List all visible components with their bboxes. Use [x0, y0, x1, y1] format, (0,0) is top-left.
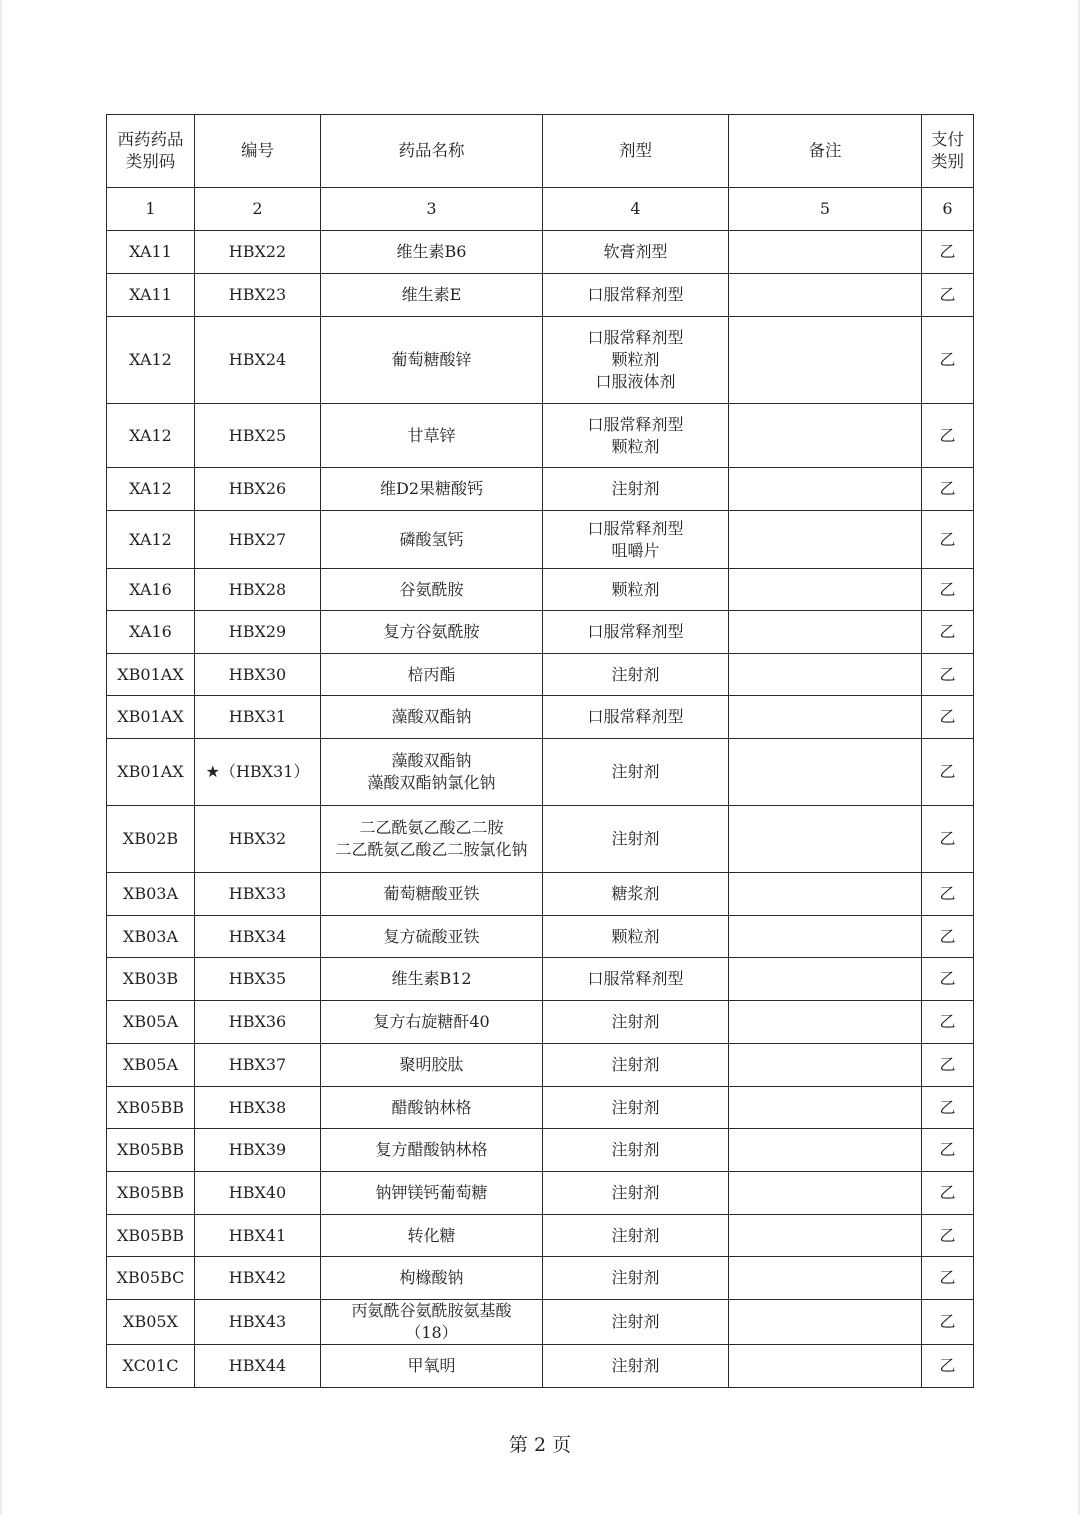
- cell-name-line: 聚明胶肽: [399, 1055, 464, 1074]
- cell-name-line: 复方右旋糖酐40: [373, 1012, 490, 1031]
- cell-form-line: 口服常释剂型: [587, 414, 684, 434]
- cell-form-line: 注射剂: [611, 1183, 660, 1202]
- cell-remark: [729, 916, 922, 958]
- cell-category-code: XA12: [107, 468, 195, 511]
- cell-name: [321, 1345, 543, 1388]
- drug-list-table: [106, 114, 974, 1388]
- cell-category-code: XB05A: [107, 1044, 195, 1087]
- header-category-code-text: 西药药品 类别码: [117, 130, 184, 171]
- cell-payment: 乙: [922, 511, 974, 569]
- cell-code: HBX38: [195, 1087, 321, 1129]
- cell-name-line: 藻酸双酯钠: [391, 707, 472, 726]
- table-row: [107, 806, 974, 873]
- cell-form-line: 颗粒剂: [611, 436, 660, 456]
- cell-payment: 乙: [922, 468, 974, 511]
- cell-code: ★（HBX31）: [195, 739, 321, 806]
- cell-category-code: XB01AX: [107, 654, 195, 696]
- cell-payment: 乙: [922, 1345, 974, 1388]
- cell-form: [543, 958, 729, 1001]
- header-remark: 备注: [729, 115, 922, 188]
- cell-category-code: XA12: [107, 511, 195, 569]
- cell-form-line: 注射剂: [611, 479, 660, 498]
- table-row: [107, 317, 974, 404]
- cell-payment: 乙: [922, 317, 974, 404]
- cell-remark: [729, 611, 922, 654]
- cell-code: HBX31: [195, 696, 321, 739]
- header-payment: [922, 115, 974, 188]
- page-number: 第 2 页: [508, 1434, 572, 1456]
- cell-category-code: XB03A: [107, 873, 195, 916]
- cell-name-line: 磷酸氢钙: [399, 529, 464, 549]
- cell-code: HBX41: [195, 1215, 321, 1257]
- cell-remark: [729, 1215, 922, 1257]
- cell-category-code: XA16: [107, 611, 195, 654]
- cell-name-line: 维生素B12: [391, 969, 472, 988]
- cell-remark: [729, 806, 922, 873]
- column-number-row: [107, 188, 974, 231]
- col-number: 3: [321, 188, 543, 231]
- cell-remark: [729, 511, 922, 569]
- col-number: 5: [729, 188, 922, 231]
- cell-code: HBX37: [195, 1044, 321, 1087]
- cell-form-line: 注射剂: [611, 1097, 660, 1117]
- col-number: 1: [107, 188, 195, 231]
- cell-name: [321, 569, 543, 611]
- cell-category-code: XB05BB: [107, 1087, 195, 1129]
- cell-payment: 乙: [922, 916, 974, 958]
- cell-name-line: 谷氨酰胺: [399, 579, 464, 599]
- cell-code: HBX42: [195, 1257, 321, 1300]
- cell-name: [321, 274, 543, 317]
- cell-remark: [729, 1257, 922, 1300]
- cell-name: [321, 611, 543, 654]
- cell-payment: 乙: [922, 1257, 974, 1300]
- header-category-code: [107, 115, 195, 188]
- table-row: [107, 958, 974, 1001]
- cell-category-code: XB05BC: [107, 1257, 195, 1300]
- cell-category-code: XB01AX: [107, 696, 195, 739]
- cell-name-line: 二乙酰氨乙酸乙二胺氯化钠: [335, 840, 528, 859]
- cell-category-code: XA11: [107, 231, 195, 274]
- cell-payment: 乙: [922, 1300, 974, 1345]
- cell-form-line: 注射剂: [611, 1055, 660, 1074]
- cell-form: [543, 317, 729, 404]
- cell-name-line: 醋酸钠林格: [391, 1097, 472, 1117]
- cell-form: [543, 404, 729, 468]
- cell-remark: [729, 654, 922, 696]
- cell-code: HBX39: [195, 1129, 321, 1172]
- cell-category-code: XA12: [107, 317, 195, 404]
- cell-form-line: 口服常释剂型: [587, 328, 684, 347]
- cell-name-line: 维生素E: [401, 285, 462, 304]
- cell-category-code: XB02B: [107, 806, 195, 873]
- cell-code: HBX25: [195, 404, 321, 468]
- cell-form-line: 注射剂: [611, 1356, 660, 1375]
- cell-payment: 乙: [922, 806, 974, 873]
- cell-code: HBX28: [195, 569, 321, 611]
- cell-category-code: XB05BB: [107, 1129, 195, 1172]
- table-row: [107, 231, 974, 274]
- cell-payment: 乙: [922, 696, 974, 739]
- cell-form-line: 口服常释剂型: [587, 707, 684, 726]
- cell-name-line: （18）: [405, 1323, 458, 1342]
- cell-code: HBX43: [195, 1300, 321, 1345]
- cell-name-line: 钠钾镁钙葡萄糖: [375, 1183, 488, 1202]
- cell-form: [543, 569, 729, 611]
- cell-name: [321, 468, 543, 511]
- cell-code: HBX26: [195, 468, 321, 511]
- header-payment-text: 支付 类别: [931, 130, 964, 171]
- cell-form-line: 注射剂: [611, 664, 660, 684]
- cell-category-code: XB05BB: [107, 1172, 195, 1215]
- cell-remark: [729, 1172, 922, 1215]
- table-row: [107, 654, 974, 696]
- cell-name-line: 棓丙酯: [407, 664, 456, 684]
- cell-remark: [729, 404, 922, 468]
- cell-form: [543, 654, 729, 696]
- cell-name: [321, 696, 543, 739]
- cell-remark: [729, 1087, 922, 1129]
- table-row: [107, 404, 974, 468]
- cell-form: [543, 806, 729, 873]
- cell-payment: 乙: [922, 654, 974, 696]
- cell-code: HBX40: [195, 1172, 321, 1215]
- cell-form-line: 口服常释剂型: [587, 622, 684, 641]
- cell-form-line: 注射剂: [611, 1140, 660, 1159]
- cell-category-code: XB05A: [107, 1001, 195, 1044]
- cell-payment: 乙: [922, 1044, 974, 1087]
- cell-form-line: 颗粒剂: [611, 926, 660, 946]
- cell-form: [543, 1087, 729, 1129]
- cell-payment: 乙: [922, 958, 974, 1001]
- cell-name: [321, 873, 543, 916]
- table-row: [107, 468, 974, 511]
- cell-remark: [729, 1044, 922, 1087]
- cell-payment: 乙: [922, 611, 974, 654]
- cell-category-code: XB05X: [107, 1300, 195, 1345]
- cell-form: [543, 696, 729, 739]
- cell-payment: 乙: [922, 569, 974, 611]
- cell-name: [321, 739, 543, 806]
- cell-name-line: 复方硫酸亚铁: [383, 926, 480, 946]
- table-row: [107, 511, 974, 569]
- table-row: [107, 1087, 974, 1129]
- cell-name: [321, 654, 543, 696]
- cell-name: [321, 1215, 543, 1257]
- cell-remark: [729, 569, 922, 611]
- cell-name-line: 维生素B6: [396, 242, 467, 261]
- cell-form: [543, 468, 729, 511]
- cell-code: HBX35: [195, 958, 321, 1001]
- table-row: [107, 1215, 974, 1257]
- cell-name: [321, 1129, 543, 1172]
- cell-payment: 乙: [922, 231, 974, 274]
- header-form: 剂型: [543, 115, 729, 188]
- cell-name: [321, 231, 543, 274]
- table-row: [107, 1001, 974, 1044]
- cell-name-line: 枸橼酸钠: [399, 1268, 464, 1287]
- table-row: [107, 611, 974, 654]
- cell-form: [543, 231, 729, 274]
- cell-payment: 乙: [922, 1087, 974, 1129]
- cell-remark: [729, 468, 922, 511]
- cell-category-code: XB01AX: [107, 739, 195, 806]
- cell-form-line: 注射剂: [611, 762, 660, 781]
- cell-form: [543, 1300, 729, 1345]
- cell-category-code: XB05BB: [107, 1215, 195, 1257]
- cell-payment: 乙: [922, 1129, 974, 1172]
- cell-remark: [729, 873, 922, 916]
- table-row: [107, 739, 974, 806]
- cell-form-line: 咀嚼片: [611, 540, 660, 560]
- cell-form-line: 软膏剂型: [603, 242, 668, 261]
- table-row: [107, 1172, 974, 1215]
- cell-category-code: XB03A: [107, 916, 195, 958]
- table-row: [107, 873, 974, 916]
- cell-category-code: XA11: [107, 274, 195, 317]
- table-row: [107, 1257, 974, 1300]
- cell-form-line: 糖浆剂: [611, 884, 660, 903]
- cell-form-line: 颗粒剂: [611, 350, 660, 369]
- cell-payment: 乙: [922, 873, 974, 916]
- cell-remark: [729, 958, 922, 1001]
- cell-form-line: 注射剂: [611, 1225, 660, 1245]
- cell-code: HBX33: [195, 873, 321, 916]
- cell-payment: 乙: [922, 404, 974, 468]
- cell-code: HBX29: [195, 611, 321, 654]
- cell-code: HBX23: [195, 274, 321, 317]
- cell-code: HBX44: [195, 1345, 321, 1388]
- table-row: [107, 916, 974, 958]
- table-row: [107, 274, 974, 317]
- cell-name: [321, 916, 543, 958]
- header-code: 编号: [195, 115, 321, 188]
- cell-form: [543, 873, 729, 916]
- cell-remark: [729, 739, 922, 806]
- cell-form: [543, 511, 729, 569]
- cell-form: [543, 739, 729, 806]
- cell-name-line: 复方醋酸钠林格: [375, 1140, 488, 1159]
- cell-name-line: 藻酸双酯钠: [391, 751, 472, 770]
- cell-form-line: 注射剂: [611, 1268, 660, 1287]
- cell-payment: 乙: [922, 1001, 974, 1044]
- cell-remark: [729, 274, 922, 317]
- col-number: 4: [543, 188, 729, 231]
- cell-name: [321, 1001, 543, 1044]
- cell-name: [321, 1172, 543, 1215]
- cell-remark: [729, 1345, 922, 1388]
- table-row: [107, 1129, 974, 1172]
- cell-code: HBX22: [195, 231, 321, 274]
- cell-form-line: 注射剂: [611, 1312, 660, 1331]
- cell-name-line: 维D2果糖酸钙: [379, 479, 483, 498]
- cell-form: [543, 274, 729, 317]
- cell-name-line: 复方谷氨酰胺: [383, 622, 480, 641]
- cell-category-code: XA12: [107, 404, 195, 468]
- cell-payment: 乙: [922, 1215, 974, 1257]
- cell-name-line: 转化糖: [407, 1225, 456, 1245]
- cell-name-line: 丙氨酰谷氨酰胺氨基酸: [351, 1301, 512, 1320]
- cell-remark: [729, 1129, 922, 1172]
- cell-name-line: 葡萄糖酸亚铁: [383, 884, 480, 903]
- cell-form: [543, 1172, 729, 1215]
- cell-category-code: XA16: [107, 569, 195, 611]
- cell-code: HBX24: [195, 317, 321, 404]
- cell-form-line: 注射剂: [611, 1012, 660, 1031]
- cell-payment: 乙: [922, 1172, 974, 1215]
- cell-name: [321, 317, 543, 404]
- cell-name: [321, 1300, 543, 1345]
- cell-name: [321, 404, 543, 468]
- cell-category-code: XC01C: [107, 1345, 195, 1388]
- header-name: 药品名称: [321, 115, 543, 188]
- cell-form-line: 注射剂: [611, 829, 660, 848]
- cell-name-line: 甘草锌: [407, 425, 456, 445]
- cell-code: HBX27: [195, 511, 321, 569]
- cell-payment: 乙: [922, 739, 974, 806]
- cell-form: [543, 916, 729, 958]
- cell-remark: [729, 1001, 922, 1044]
- table-row: [107, 1044, 974, 1087]
- cell-form: [543, 1257, 729, 1300]
- table-row: [107, 1300, 974, 1345]
- cell-form-line: 口服常释剂型: [587, 285, 684, 304]
- cell-code: HBX30: [195, 654, 321, 696]
- cell-code: HBX32: [195, 806, 321, 873]
- cell-category-code: XB03B: [107, 958, 195, 1001]
- cell-name: [321, 1257, 543, 1300]
- table-row: [107, 569, 974, 611]
- cell-form: [543, 1044, 729, 1087]
- cell-name-line: 藻酸双酯钠氯化钠: [367, 773, 496, 792]
- cell-form-line: 口服常释剂型: [587, 969, 684, 988]
- cell-remark: [729, 1300, 922, 1345]
- cell-name: [321, 1044, 543, 1087]
- table-row: [107, 1345, 974, 1388]
- cell-form-line: 颗粒剂: [611, 579, 660, 599]
- cell-name: [321, 958, 543, 1001]
- cell-name: [321, 806, 543, 873]
- cell-remark: [729, 231, 922, 274]
- col-number: 6: [922, 188, 974, 231]
- cell-code: HBX36: [195, 1001, 321, 1044]
- cell-payment: 乙: [922, 274, 974, 317]
- cell-code: HBX34: [195, 916, 321, 958]
- cell-form: [543, 1001, 729, 1044]
- cell-form: [543, 1129, 729, 1172]
- cell-form: [543, 1345, 729, 1388]
- cell-form-line: 口服常释剂型: [587, 518, 684, 538]
- cell-name: [321, 1087, 543, 1129]
- header-row: [107, 115, 974, 188]
- cell-name-line: 甲氧明: [407, 1356, 456, 1375]
- cell-name-line: 二乙酰氨乙酸乙二胺: [359, 818, 504, 837]
- cell-form: [543, 611, 729, 654]
- cell-name: [321, 511, 543, 569]
- cell-remark: [729, 696, 922, 739]
- col-number: 2: [195, 188, 321, 231]
- cell-name-line: 葡萄糖酸锌: [391, 350, 472, 369]
- cell-form: [543, 1215, 729, 1257]
- cell-form-line: 口服液体剂: [595, 372, 676, 391]
- table-row: [107, 696, 974, 739]
- cell-remark: [729, 317, 922, 404]
